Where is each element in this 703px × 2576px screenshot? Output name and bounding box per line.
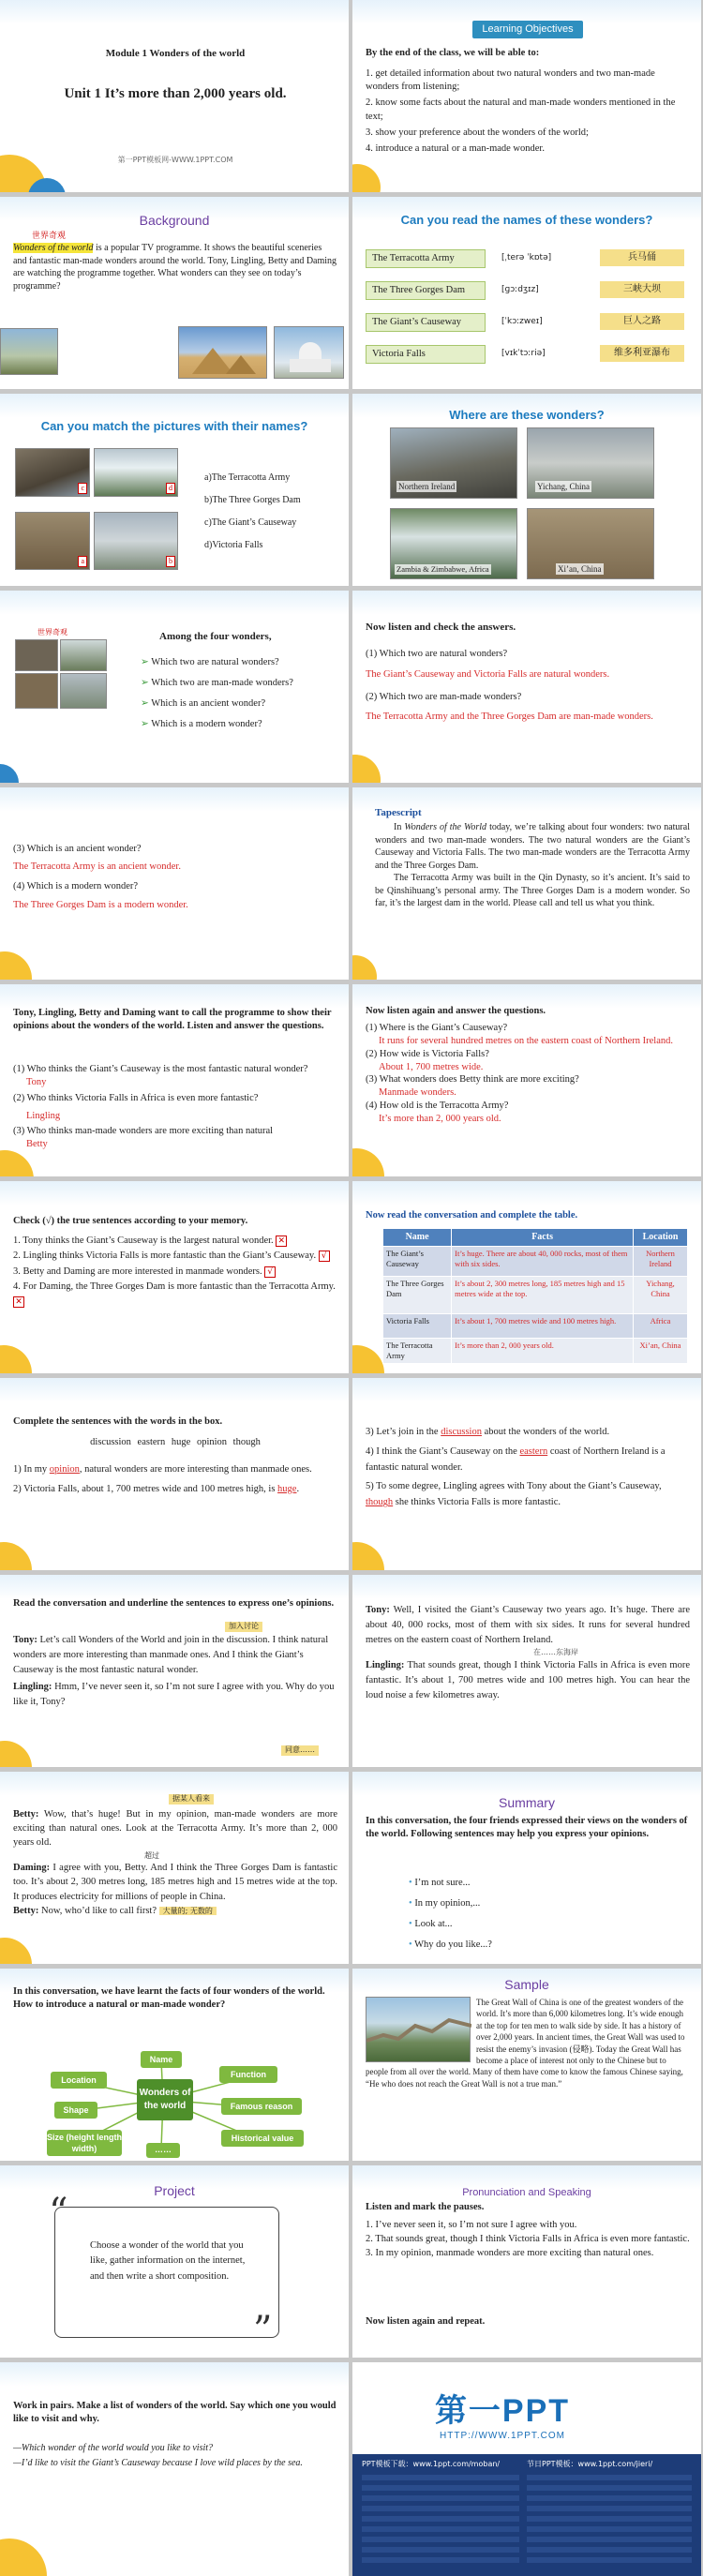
dialogue-line: Betty: Now, who’d like to call first? 大量的; 无数的 xyxy=(13,1904,337,1918)
pronunciation-item: 3. In my opinion, manmade wonders are more exciting than natural ones. xyxy=(366,2248,654,2259)
question: (4) How old is the Terracotta Army? xyxy=(366,1101,509,1112)
word-box: discussion eastern huge opinion though xyxy=(90,1437,261,1447)
answer: It runs for several hundred metres on the eastern coast of Northern Ireland. xyxy=(379,1035,674,1046)
phrase-item: • Why do you like...? xyxy=(409,1939,492,1950)
slide-read-names xyxy=(352,197,701,389)
background-body: is a popular TV programme. It shows the beautiful sceneries and fantastic man-made wonders around the world. Tony, Lingling, Betty and Daming are watching the programme together. What wonders can they see on today’s programme? xyxy=(13,243,337,292)
among-questions xyxy=(141,652,293,735)
mindmap-node: Shape xyxy=(54,2102,97,2119)
pronunciation-item: 2. That sounds great, though I think Victoria Falls in Africa is even more fantastic. xyxy=(366,2234,690,2245)
slide-background xyxy=(0,197,349,389)
match-name: c)The Giant’s Causeway xyxy=(204,517,297,528)
answer: The Giant’s Causeway and Victoria Falls are natural wonders. xyxy=(366,668,610,680)
objective-item: 1. get detailed information about two natural wonders and two man-made wonders from listening; xyxy=(366,68,655,93)
question: (3) What wonders does Betty think are more exciting? xyxy=(366,1074,579,1086)
question: (1) Who thinks the Giant’s Causeway is the most fantastic natural wonder? xyxy=(13,1064,308,1074)
answer: The Terracotta Army is an ancient wonder. xyxy=(13,861,181,873)
sample-heading: Sample xyxy=(504,1977,549,1992)
answer-tag: a xyxy=(78,556,87,567)
cn-annotation: 在……东海岸 xyxy=(533,1648,578,1657)
phonetic: [vɪkˈtɔːriə] xyxy=(501,349,546,358)
phrase-item: • Look at... xyxy=(409,1919,453,1929)
sentences-heading: Complete the sentences with the words in the box. xyxy=(13,1416,223,1427)
slide-listen-check xyxy=(352,591,701,783)
ad-link-list xyxy=(527,2475,692,2565)
army-thumb xyxy=(15,673,58,709)
slide-objectives xyxy=(352,0,701,192)
slide-tapescript xyxy=(352,787,701,980)
name-cn: 兵马俑 xyxy=(600,249,684,266)
question: (3) Who thinks man-made wonders are more exciting than natural xyxy=(13,1125,274,1136)
names-table xyxy=(366,249,690,377)
question-item: ➢ Which is a modern wonder? xyxy=(141,719,262,729)
taj-mahal-photo xyxy=(274,326,344,379)
slide-ancient-modern xyxy=(0,787,349,980)
objectives-badge: Learning Objectives xyxy=(472,21,582,38)
answer: Manmade wonders. xyxy=(379,1087,456,1099)
check-heading: Check (√) the true sentences according to your memory. xyxy=(13,1216,248,1226)
mindmap-node: Location xyxy=(51,2072,107,2089)
name-row xyxy=(366,281,690,313)
cross-mark: ✕ xyxy=(276,1236,287,1247)
phonetic: [ˌterə ˈkɒtə] xyxy=(501,253,552,262)
photo-caption: Xi’an, China xyxy=(558,563,602,574)
table-row: Victoria Falls It’s about 1, 700 metres wide and 100 metres high. Africa xyxy=(383,1313,688,1338)
pronunciation-intro: Listen and mark the pauses. xyxy=(366,2202,485,2212)
dialogue-line: —I’d like to visit the Giant’s Causeway because I love wild places by the sea. xyxy=(13,2457,303,2468)
cn-annotation: 超过 xyxy=(144,1850,159,1860)
phonetic: [ˈkɔːzweɪ] xyxy=(501,317,543,326)
mindmap-node: Function xyxy=(219,2066,277,2083)
terracotta-photo xyxy=(15,512,90,570)
dialogue-line: Daming: I agree with you, Betty. And I think the Three Gorges Dam is fantastic too. It’s about 2, 300 metres long, 185 metres high and 15 metres wide at the top. It produces electricity for millions of people in China. xyxy=(13,1863,337,1902)
sentence: 3) Let’s join in the discussion about the wonders of the world. xyxy=(366,1427,610,1437)
summary-heading: Summary xyxy=(499,1795,555,1810)
pair-work-heading: Work in pairs. Make a list of wonders of the world. Say which one you would like to visit and why. xyxy=(13,2401,337,2425)
cn-annotation: 世界奇观 xyxy=(32,232,67,241)
name-en: The Three Gorges Dam xyxy=(366,281,486,300)
open-quote-icon: “ xyxy=(49,2191,68,2234)
table-row: The Terracotta Army It’s more than 2, 000 years old. Xi’an, China xyxy=(383,1338,688,1364)
dialogue-line: Tony: Let’s call Wonders of the World and join in the discussion. I think natural wonders are more interesting than manmade ones. And I think the Giant’s Causeway is the most fantastic natural wonder. xyxy=(13,1635,329,1675)
match-name: d)Victoria Falls xyxy=(204,540,263,550)
photo-caption: Zambia & Zimbabwe, Africa xyxy=(396,563,489,574)
tapescript-heading: Tapescript xyxy=(375,807,422,818)
name-row xyxy=(366,345,690,377)
falls-photo xyxy=(94,448,178,497)
sentence: 5) To some degree, Lingling agrees with Tony about the Giant’s Causeway, though she thinks Victoria Falls is more fantastic. xyxy=(366,1481,662,1508)
slide-conversation-1 xyxy=(0,1575,349,1767)
filled-answer: opinion xyxy=(49,1464,80,1475)
phrase-item: • In my opinion,... xyxy=(409,1898,481,1909)
check-item: 2. Lingling thinks Victoria Falls is more fantastic than the Giant’s Causeway. √ xyxy=(13,1249,337,1264)
facts-table-wrap xyxy=(382,1228,688,1364)
table-row: The Giant’s Causeway It’s huge. There are about 40, 000 rocks, most of them with six sides. Northern Ireland xyxy=(383,1246,688,1276)
filled-answer: though xyxy=(366,1497,394,1508)
sentence: 1) In my opinion, natural wonders are more interesting than manmade ones. xyxy=(13,1464,312,1475)
question: (4) Which is a modern wonder? xyxy=(13,881,139,892)
slide-conversation-3 xyxy=(0,1772,349,1964)
answer: Lingling xyxy=(26,1110,61,1121)
call-heading: Tony, Lingling, Betty and Daming want to call the programme to show their opinions about the wonders of the world. Listen and answer the questions. xyxy=(13,1008,332,1032)
match-heading: Can you match the pictures with their names? xyxy=(40,419,308,433)
causeway-thumb xyxy=(15,639,58,671)
dialogue-line: Lingling: That sounds great, though I think Victoria Falls in Africa is even more fantastic. It’s about 1, 700 metres wide and 100 metres high. You can hear the loud noise a few kilometres away. xyxy=(366,1660,691,1700)
table-heading: Now read the conversation and complete the table. xyxy=(366,1210,578,1221)
check-item: 3. Betty and Daming are more interested in manmade wonders. √ xyxy=(13,1265,337,1280)
answer-tag: b xyxy=(166,556,175,567)
answer-tag: c xyxy=(78,483,87,494)
name-row xyxy=(366,313,690,345)
slide-sample xyxy=(352,1969,701,2161)
ad-link-list xyxy=(362,2475,519,2565)
summary-text: In this conversation, the four friends expressed their views on the wonders of the world. Following sentences may help you express your opinions. xyxy=(366,1816,688,1840)
sample-text: The Great Wall of China is one of the greatest wonders of the world. It’s more than 6,000 kilometres long. It’s wide enough at the top for ten men to walk side by side. It has a history of over 2,000 years. In ancient times, the Great Wall was used to resist the enemy’s invasion (侵略). Today the Great Wall has become a place of interest not only to the Chinese but to people from all over the world. Many of them have come to know the famous Chinese saying, “He who does not reach the Great Wall is not a true man.” xyxy=(366,1998,685,2089)
col-header: Name xyxy=(383,1229,452,1247)
slide-project xyxy=(0,2165,349,2358)
dialogue-line: —Which wonder of the world would you like to visit? xyxy=(13,2443,214,2453)
name-en: Victoria Falls xyxy=(366,345,486,364)
question: (2) How wide is Victoria Falls? xyxy=(366,1048,489,1059)
cn-annotation: 世界奇观 xyxy=(37,628,67,637)
yichang-photo xyxy=(527,427,654,499)
filled-answer: huge xyxy=(277,1483,297,1494)
phrase-item: • I’m not sure... xyxy=(409,1878,471,1888)
dialogue-line: Tony: Well, I visited the Giant’s Causeway two years ago. It’s huge. There are about 40, 000 rocks, most of them with six sides. It runs for several hundred metres on the eastern coast of Northern Ireland. xyxy=(366,1605,691,1645)
name-cn: 巨人之路 xyxy=(600,313,684,330)
objective-item: 3. show your preference about the wonders of the world; xyxy=(366,127,589,138)
mindmap-heading: In this conversation, we have learnt the facts of four wonders of the world. How to introduce a natural or man-made wonder? xyxy=(13,1986,325,2011)
question-item: ➢ Which two are natural wonders? xyxy=(141,657,279,667)
pronunciation-heading: Pronunciation and Speaking xyxy=(462,2187,591,2198)
slide-call-questions xyxy=(0,984,349,1176)
slide-pronunciation xyxy=(352,2165,701,2358)
dam-photo xyxy=(94,512,178,570)
question-item: ➢ Which two are man-made wonders? xyxy=(141,678,293,688)
slide-match xyxy=(0,394,349,586)
slide-conversation-2 xyxy=(352,1575,701,1767)
objective-item: 4. introduce a natural or a man-made wonder. xyxy=(366,142,545,154)
zambia-photo xyxy=(390,508,517,579)
slide-ad xyxy=(352,2362,701,2576)
name-en: The Terracotta Army xyxy=(366,249,486,268)
slide-mindmap xyxy=(0,1969,349,2161)
background-text xyxy=(13,231,337,292)
answer: The Three Gorges Dam is a modern wonder. xyxy=(13,899,188,910)
listen-again-heading: Now listen again and answer the questions. xyxy=(366,1006,546,1016)
close-quote-icon: ” xyxy=(253,2309,273,2352)
question-item: ➢ Which is an ancient wonder? xyxy=(141,698,266,709)
background-heading: Background xyxy=(139,213,210,228)
listen-check-heading: Now listen and check the answers. xyxy=(366,622,516,633)
slide-check-true xyxy=(0,1181,349,1373)
objective-item: 2. know some facts about the natural and man-made wonders mentioned in the text; xyxy=(366,97,676,122)
pyramids-photo xyxy=(178,326,267,379)
col-header: Location xyxy=(634,1229,688,1247)
slide-complete-sentences xyxy=(0,1378,349,1570)
ad-link[interactable]: PPT模板下载：www.1ppt.com/moban/ xyxy=(362,2460,501,2468)
tapescript-body: In Wonders of the World today, we’re talking about four wonders: two natural wonders and two man-made wonders. The two natural wonders are the Giant’s Causeway and Victoria Falls. The two man-made wonders are the Terracotta Army and the Three Gorges Dam. The Terracotta Army was built in the Qin Dynasty, so it’s ancient. It’s said to be Qinshihuang’s personal army. The Three Gorges Dam is a modern wonder. So far, it’s the largest dam in the world. Please call and tell us what you think. xyxy=(375,822,690,908)
read-names-heading: Can you read the names of these wonders? xyxy=(400,213,653,227)
programme-name: Wonders of the world xyxy=(13,243,94,254)
check-mark: √ xyxy=(264,1266,276,1278)
cn-annotation: 同意…… xyxy=(281,1745,319,1756)
pronunciation-item: 1. I’ve never seen it, so I’m not sure I agree with you. xyxy=(366,2220,577,2230)
check-item: 1. Tony thinks the Giant’s Causeway is the largest natural wonder. ✕ xyxy=(13,1234,337,1249)
northern-ireland-photo xyxy=(390,427,517,499)
phonetic: [ɡɔːdʒɪz] xyxy=(501,285,539,294)
slide-listen-again xyxy=(352,984,701,1176)
objectives-intro: By the end of the class, we will be able to: xyxy=(366,48,540,58)
mindmap-center: Wonders of the world xyxy=(137,2079,193,2120)
watermark: 第一PPT模板网-WWW.1PPT.COM xyxy=(117,156,233,164)
answer-tag: d xyxy=(166,483,175,494)
dam-thumb xyxy=(60,673,107,709)
photo-caption: Northern Ireland xyxy=(398,481,456,491)
question: (1) Which two are natural wonders? xyxy=(366,649,508,659)
filled-answer: discussion xyxy=(441,1427,482,1437)
ad-link[interactable]: 节日PPT模板：www.1ppt.com/jieri/ xyxy=(527,2460,653,2468)
col-header: Facts xyxy=(452,1229,634,1247)
answer: It’s more than 2, 000 years old. xyxy=(379,1114,501,1125)
cn-annotation: 大量的; 无数的 xyxy=(159,1907,217,1915)
project-text: Choose a wonder of the world that you like, gather information on the internet, and then write a short composition. xyxy=(90,2240,246,2282)
pronunciation-outro: Now listen again and repeat. xyxy=(366,2316,486,2327)
question: (3) Which is an ancient wonder? xyxy=(13,844,142,854)
name-cn: 三峡大坝 xyxy=(600,281,684,298)
answer: About 1, 700 metres wide. xyxy=(379,1061,484,1072)
dialogue-line: Lingling: Hmm, I’ve never seen it, so I’m not sure I agree with you. Why do you like it, Tony? xyxy=(13,1682,335,1707)
match-names xyxy=(204,467,301,557)
filled-answer: eastern xyxy=(519,1445,548,1457)
photo-caption: Yichang, China xyxy=(537,481,590,491)
objectives-list xyxy=(366,67,690,156)
answer: Betty xyxy=(26,1138,48,1149)
mindmap-node: Historical value xyxy=(221,2130,304,2147)
slide-pair-work xyxy=(0,2362,349,2576)
among-heading: Among the four wonders, xyxy=(159,631,272,642)
answer: The Terracotta Army and the Three Gorges Dam are man-made wonders. xyxy=(366,711,653,723)
check-item: 4. For Daming, the Three Gorges Dam is more fantastic than the Terracotta Army. ✕ xyxy=(13,1281,336,1308)
conversation-heading: Read the conversation and underline the sentences to express one’s opinions. xyxy=(13,1598,335,1609)
table-row: The Three Gorges Dam It’s about 2, 300 metres long, 185 metres high and 15 metres wide at the top. Yichang, China xyxy=(383,1276,688,1313)
check-mark: √ xyxy=(319,1251,330,1262)
name-cn: 维多利亚瀑布 xyxy=(600,345,684,362)
mindmap-node: Size (height length width) xyxy=(47,2130,122,2156)
slide-complete-sentences-2 xyxy=(352,1378,701,1570)
cn-annotation: 加入讨论 xyxy=(225,1622,262,1632)
sentence: 2) Victoria Falls, about 1, 700 metres wide and 100 metres high, is huge. xyxy=(13,1483,300,1494)
answer: Tony xyxy=(26,1077,47,1088)
mindmap-node: Famous reason xyxy=(221,2098,302,2115)
where-heading: Where are these wonders? xyxy=(449,408,605,422)
facts-table xyxy=(382,1228,688,1364)
question: (2) Who thinks Victoria Falls in Africa is even more fantastic? xyxy=(13,1093,259,1104)
ad-footer xyxy=(352,2454,701,2576)
name-en: The Giant’s Causeway xyxy=(366,313,486,332)
question: (1) Where is the Giant’s Causeway? xyxy=(366,1023,508,1033)
project-heading: Project xyxy=(154,2183,195,2198)
falls-thumb xyxy=(60,639,107,671)
slide-where xyxy=(352,394,701,586)
mindmap-node: Name xyxy=(141,2051,182,2068)
unit-title: Unit 1 It’s more than 2,000 years old. xyxy=(64,86,287,101)
cross-mark: ✕ xyxy=(13,1296,24,1308)
causeway-photo xyxy=(15,448,90,497)
cn-annotation: 据某人看来 xyxy=(169,1794,214,1805)
brand-logo: 第一PPT xyxy=(434,2393,571,2429)
module-title: Module 1 Wonders of the world xyxy=(105,48,246,59)
match-name: b)The Three Gorges Dam xyxy=(204,495,301,505)
brand-url[interactable]: HTTP://WWW.1PPT.COM xyxy=(440,2431,565,2441)
dialogue-line: Betty: Wow, that’s huge! But in my opinion, man-made wonders are more exciting than natural ones. Look at the Terracotta Army. It’s more than 2, 000 years old. xyxy=(13,1809,337,1849)
xian-photo xyxy=(527,508,654,579)
question: (2) Which two are man-made wonders? xyxy=(366,691,522,702)
name-row xyxy=(366,249,690,281)
landscape-photo xyxy=(0,328,58,375)
slide-among xyxy=(0,591,349,783)
slide-summary xyxy=(352,1772,701,1964)
slide-title xyxy=(0,0,349,192)
sentence: 4) I think the Giant’s Causeway on the eastern coast of Northern Ireland is a fantastic natural wonder. xyxy=(366,1445,666,1473)
slide-complete-table xyxy=(352,1181,701,1373)
mindmap-node: …… xyxy=(146,2143,180,2158)
match-name: a)The Terracotta Army xyxy=(204,472,291,483)
